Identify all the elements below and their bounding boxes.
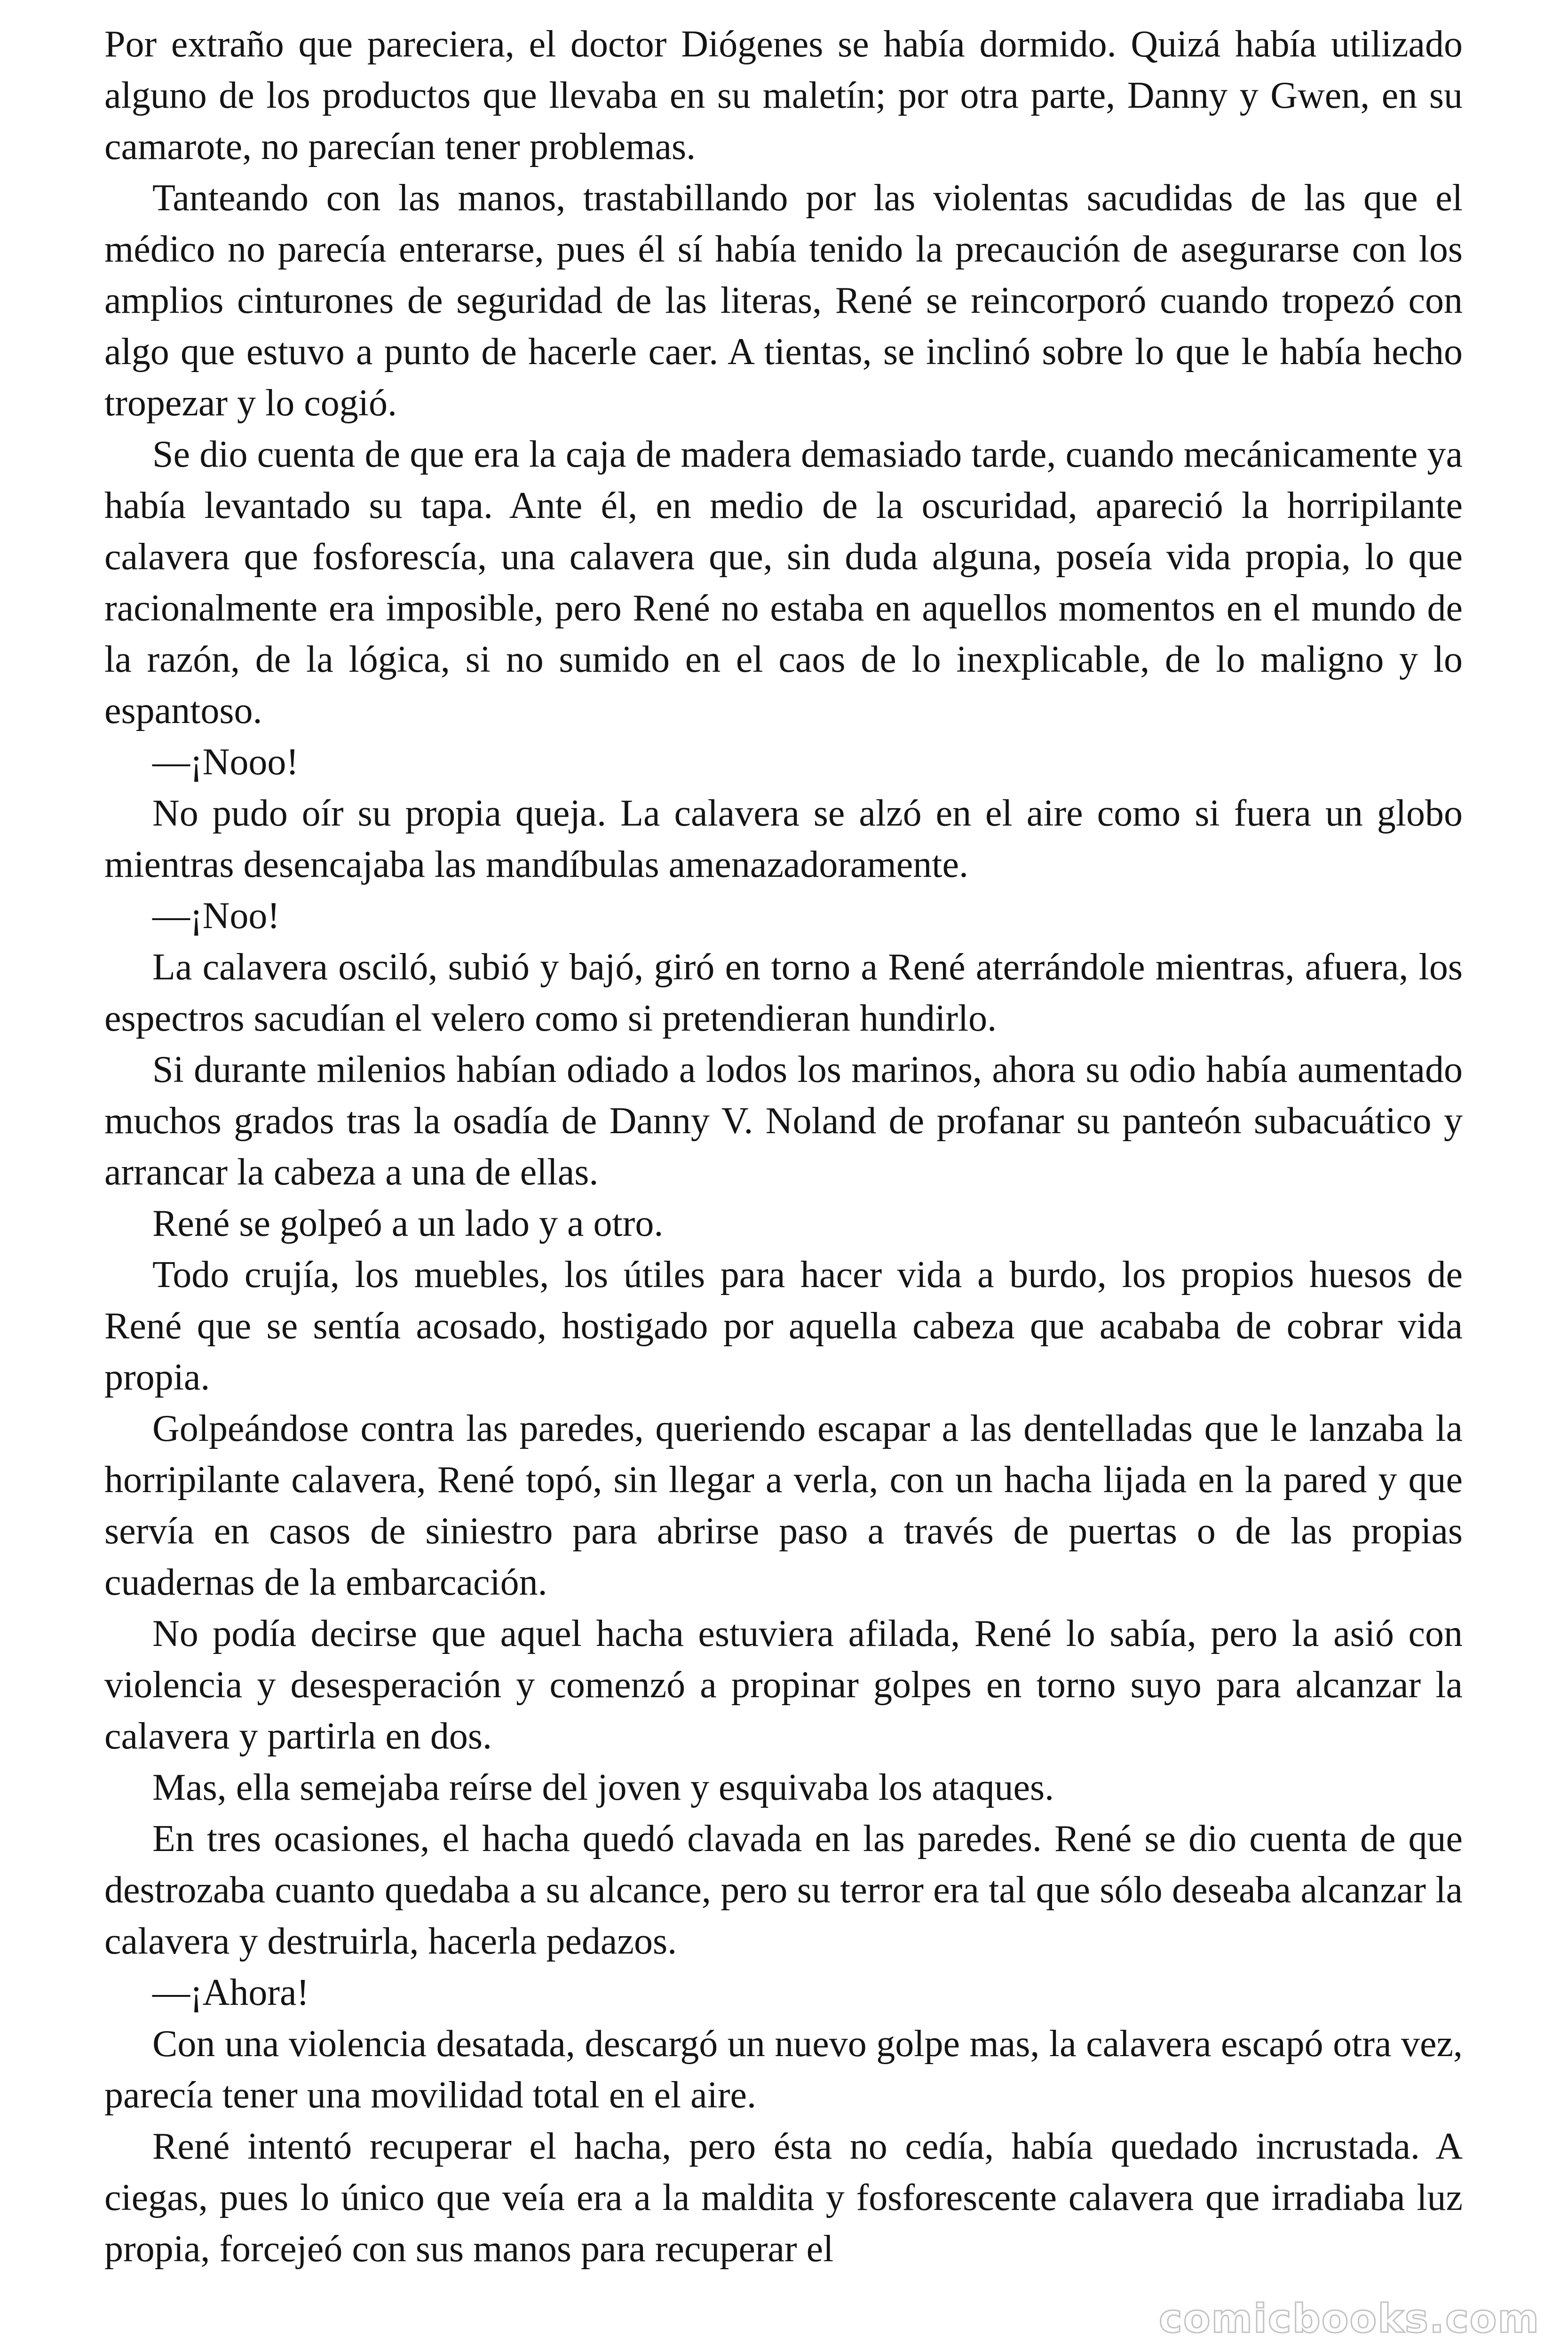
paragraph: Todo crujía, los muebles, los útiles para hacer vida a burdo, los propios huesos de René que se sentía acosado, hostigado por aquella cabeza que acababa de cobrar vida propia. (104, 1254, 1463, 1398)
paragraph: Si durante milenios habían odiado a lodos los marinos, ahora su odio había aumentado muchos grados tras la osadía de Danny V. Noland de profanar su panteón subacuático y arrancar la cabeza a una de ellas. (104, 1049, 1463, 1193)
dialogue-line: —¡Noo! (152, 895, 280, 937)
dialogue-line: —¡Nooo! (152, 741, 299, 783)
paragraph: René se golpeó a un lado y a otro. (152, 1203, 664, 1244)
paragraph: Por extraño que pareciera, el doctor Diógenes se había dormido. Quizá había utilizado alguno de los productos que llevaba en su maletín; por otra parte, Danny y Gwen, en su camarote, no parecían tener problemas. (104, 24, 1463, 167)
paragraph: No pudo oír su propia queja. La calavera se alzó en el aire como si fuera un globo mientras desencajaba las mandíbulas amenazadoramente. (104, 793, 1463, 885)
watermark: comicbooks.com (1159, 2296, 1540, 2342)
paragraph: René intentó recuperar el hacha, pero ésta no cedía, había quedado incrustada. A ciegas, pues lo único que veía era a la maldita y fosforescente calavera que irradiaba luz propia, forcejeó con sus manos para recuperar el (104, 2126, 1463, 2270)
paragraph: La calavera osciló, subió y bajó, giró en torno a René aterrándole mientras, afuera, los espectros sacudían el velero como si pretendieran hundirlo. (104, 946, 1463, 1039)
paragraph: En tres ocasiones, el hacha quedó clavada en las paredes. René se dio cuenta de que destrozaba cuanto quedaba a su alcance, pero su terror era tal que sólo deseaba alcanzar la calavera y destruirla, hacerla pedazos. (104, 1818, 1463, 1962)
paragraph: Mas, ella semejaba reírse del joven y esquivaba los ataques. (152, 1767, 1054, 1808)
paragraph: No podía decirse que aquel hacha estuviera afilada, René lo sabía, pero la asió con violencia y desesperación y comenzó a propinar golpes en torno suyo para alcanzar la calavera y partirla en dos. (104, 1613, 1463, 1757)
paragraph: Se dio cuenta de que era la caja de madera demasiado tarde, cuando mecánicamente ya había levantado su tapa. Ante él, en medio de la oscuridad, apareció la horripilante calavera que fosforescía, una calavera que, sin duda alguna, poseía vida propia, lo que racionalmente era imposible, pero René no estaba en aquellos momentos en el mundo de la razón, de la lógica, si no sumido en el caos de lo inexplicable, de lo maligno y lo espantoso. (104, 434, 1463, 731)
paragraph: Golpeándose contra las paredes, queriendo escapar a las dentelladas que le lanzaba la horripilante calavera, René topó, sin llegar a verla, con un hacha lijada en la pared y que servía en casos de siniestro para abrirse paso a través de puertas o de las propias cuadernas de la embarcación. (104, 1408, 1463, 1603)
paragraph: Tanteando con las manos, trastabillando por las violentas sacudidas de las que el médico no parecía enterarse, pues él sí había tenido la precaución de asegurarse con los amplios cinturones de seguridad de las literas, René se reincorporó cuando tropezó con algo que estuvo a punto de hacerle caer. A tientas, se inclinó sobre lo que le había hecho tropezar y lo cogió. (104, 177, 1463, 424)
paragraph: Con una violencia desatada, descargó un nuevo golpe mas, la calavera escapó otra vez, parecía tener una movilidad total en el aire. (104, 2023, 1463, 2116)
dialogue-line: —¡Ahora! (152, 1972, 309, 2013)
body-text (104, 19, 1463, 2275)
